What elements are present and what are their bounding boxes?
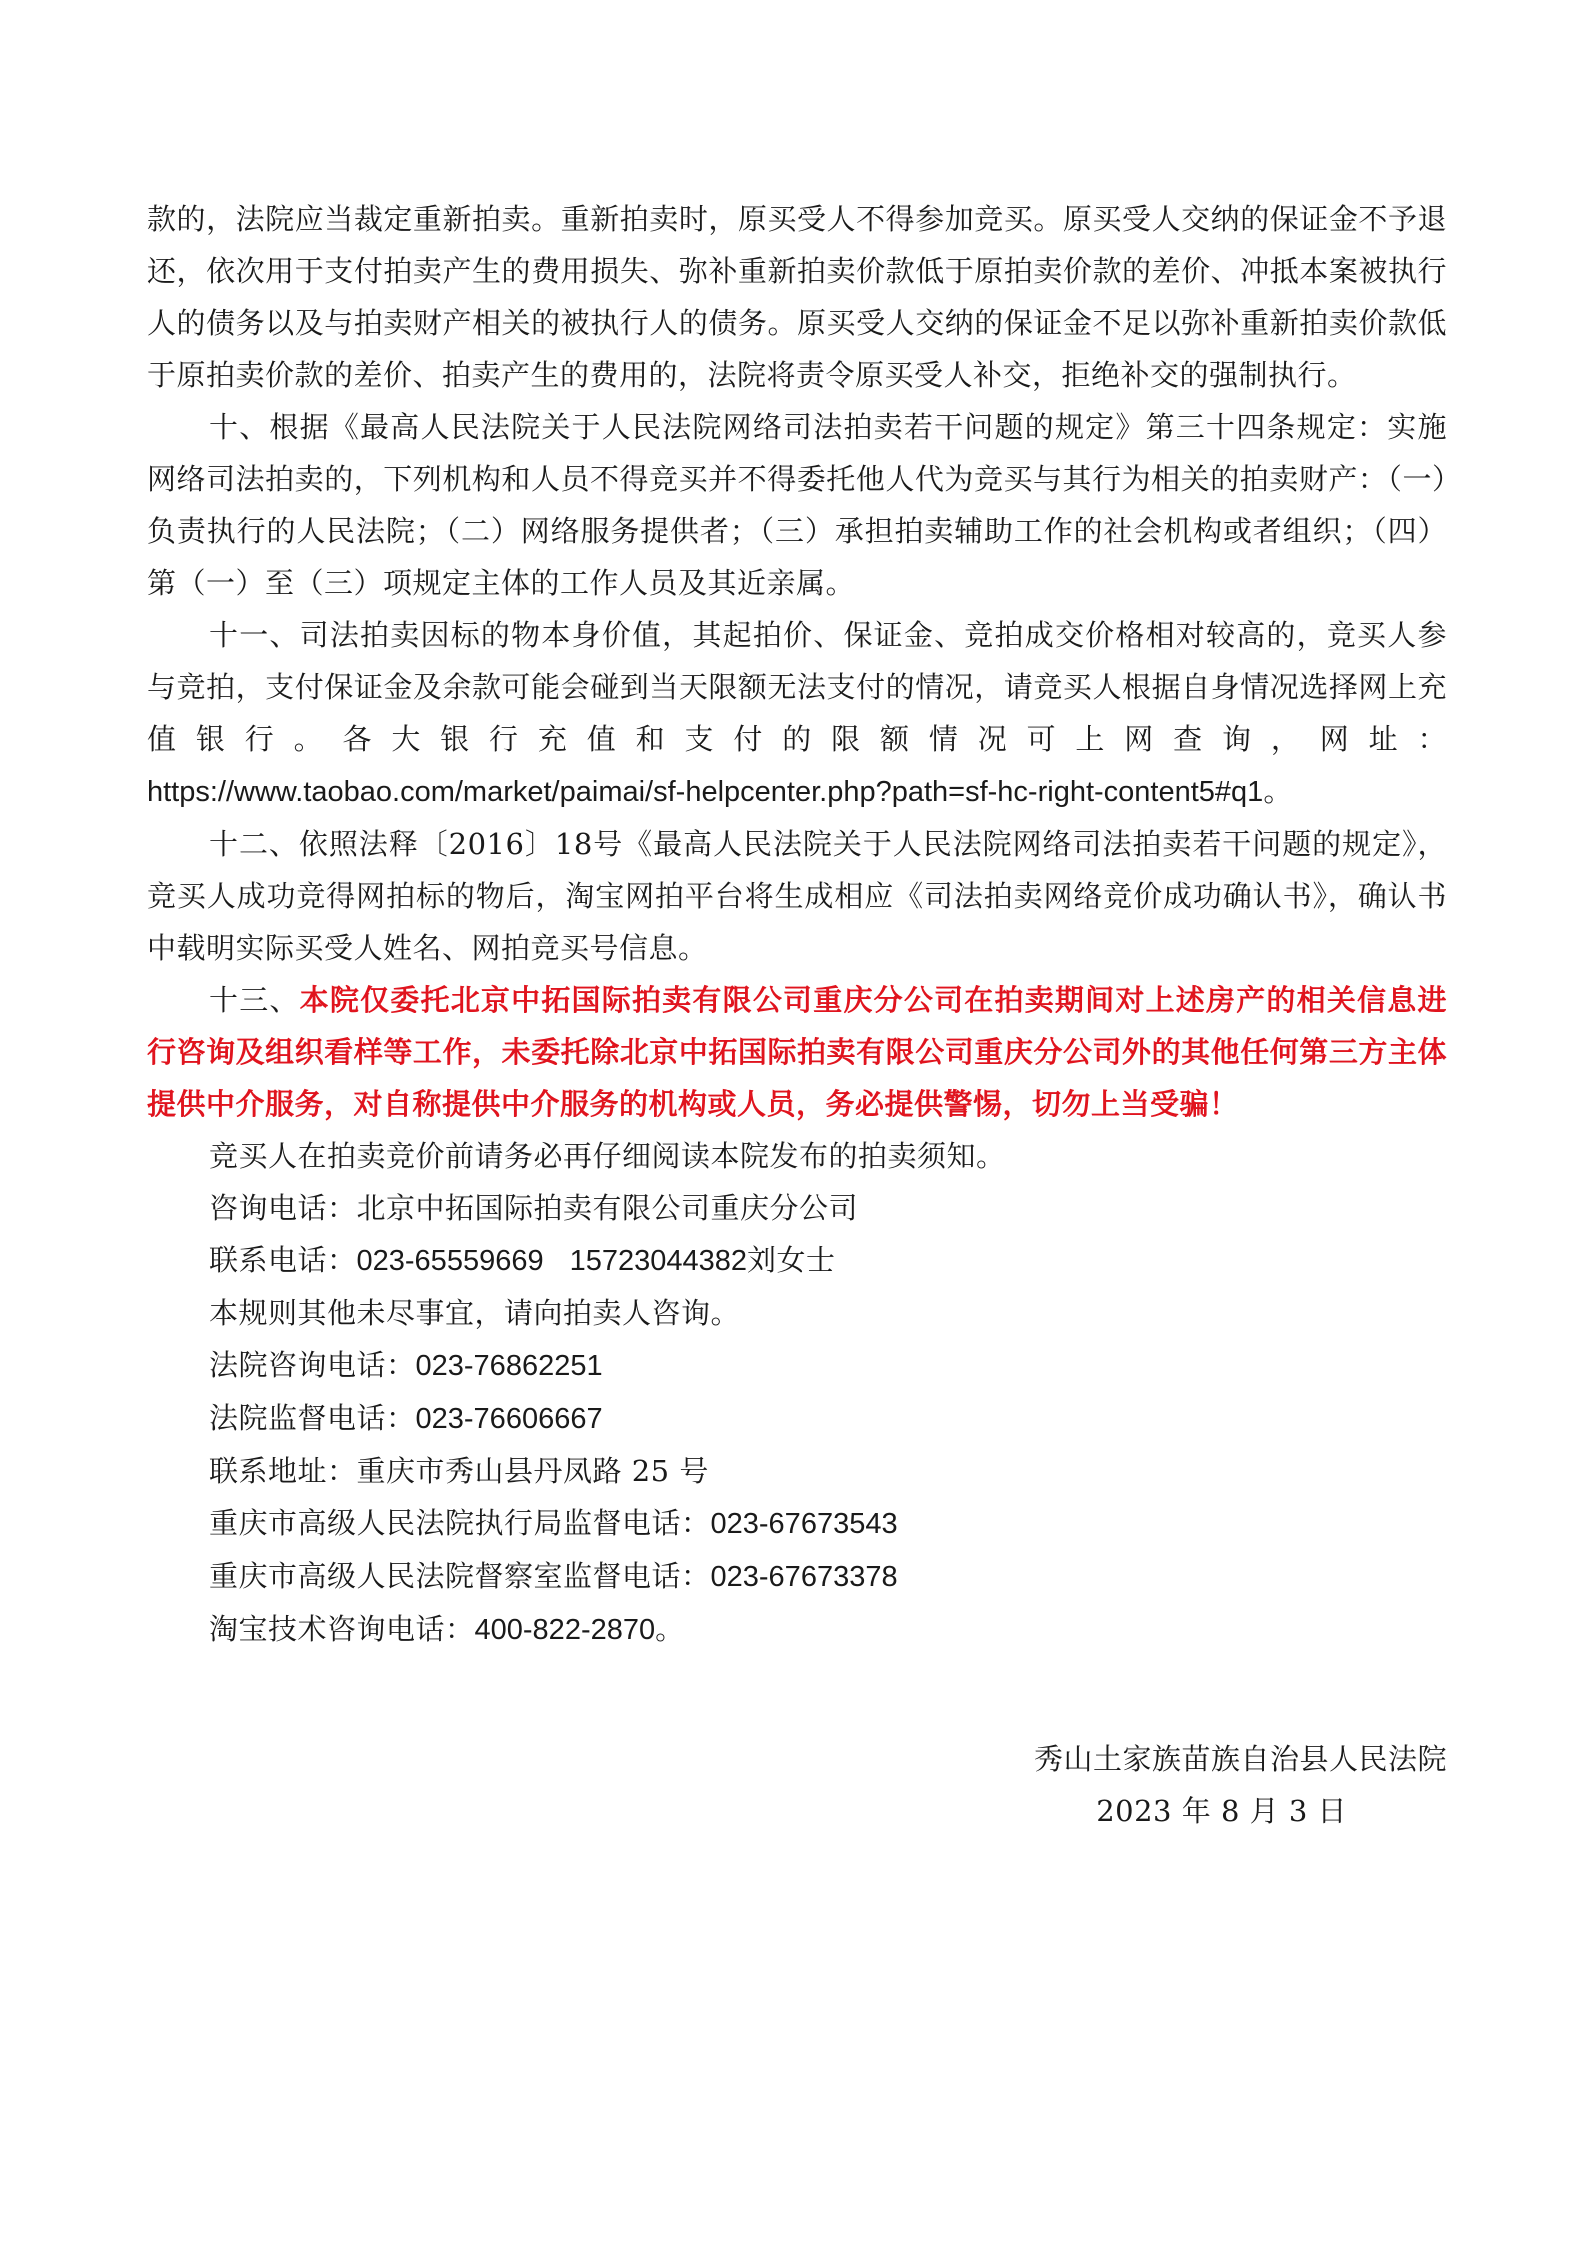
phone-number-2: 15723044382 xyxy=(569,1245,748,1277)
notice-line: 竞买人在拍卖竞价前请务必再仔细阅读本院发布的拍卖须知。 xyxy=(209,1139,1006,1173)
phone-label: 联系电话： xyxy=(209,1243,357,1277)
paragraph-item-13 xyxy=(147,974,1447,1130)
court-supervise-line xyxy=(147,1392,1447,1445)
taobao-end: 。 xyxy=(655,1612,685,1646)
high-court-inspect-line xyxy=(147,1550,1447,1603)
address-line xyxy=(147,1445,1447,1497)
high-court-exec-label: 重庆市高级人民法院执行局监督电话： xyxy=(209,1506,711,1540)
paragraph-item-11-text: 十一、司法拍卖因标的物本身价值，其起拍价、保证金、竞拍成交价格相对较高的，竞买人参与竞拍，支付保证金及余款可能会碰到当天限额无法支付的情况，请竞买人根据自身情况选择网上充值银行。各大银行充值和支付的限额情况可上网查询，网址： xyxy=(147,618,1447,756)
document-body xyxy=(147,193,1447,1656)
taobao-line xyxy=(147,1603,1447,1656)
signature-block xyxy=(847,1733,1447,1837)
paragraph-item-12: 十二、依照法释〔2016〕18号《最高人民法院关于人民法院网络司法拍卖若干问题的规定》，竞买人成功竞得网拍标的物后，淘宝网拍平台将生成相应《司法拍卖网络竞价成功确认书》，确认书中载明实际买受人姓名、网拍竞买号信息。 xyxy=(147,827,1447,965)
phone-number-1: 023-65559669 xyxy=(356,1245,544,1277)
high-court-exec-phone: 023-67673543 xyxy=(710,1508,898,1540)
high-court-exec-line xyxy=(147,1497,1447,1550)
paragraph-continuation: 款的，法院应当裁定重新拍卖。重新拍卖时，原买受人不得参加竞买。原买受人交纳的保证金不予退还，依次用于支付拍卖产生的费用损失、弥补重新拍卖价款低于原拍卖价款的差价、冲抵本案被执行人的债务以及与拍卖财产相关的被执行人的债务。原买受人交纳的保证金不足以弥补重新拍卖价款低于原拍卖价款的差价、拍卖产生的费用的，法院将责令原买受人补交，拒绝补交的强制执行。 xyxy=(147,202,1447,392)
paragraph-item-11-end: 。 xyxy=(1263,774,1293,808)
court-consult-label: 法院咨询电话： xyxy=(209,1348,416,1382)
address-label: 联系地址： xyxy=(209,1454,357,1488)
court-consult-line xyxy=(147,1339,1447,1392)
address-value: 重庆市秀山县丹凤路 25 号 xyxy=(356,1454,709,1488)
contact-person: 刘女士 xyxy=(747,1243,836,1277)
consult-value: 北京中拓国际拍卖有限公司重庆分公司 xyxy=(356,1191,859,1225)
taobao-label: 淘宝技术咨询电话： xyxy=(209,1612,475,1646)
court-supervise-label: 法院监督电话： xyxy=(209,1401,416,1435)
paragraph-item-11 xyxy=(147,609,1447,818)
high-court-inspect-phone: 023-67673378 xyxy=(710,1561,898,1593)
consult-label: 咨询电话： xyxy=(209,1191,357,1225)
help-center-url[interactable]: https://www.taobao.com/market/paimai/sf-helpcenter.php?path=sf-hc-right-content5#q1 xyxy=(147,776,1264,808)
court-consult-phone: 023-76862251 xyxy=(415,1350,603,1382)
taobao-phone: 400-822-2870 xyxy=(474,1614,656,1646)
paragraph-item-10: 十、根据《最高人民法院关于人民法院网络司法拍卖若干问题的规定》第三十四条规定：实施网络司法拍卖的，下列机构和人员不得竞买并不得委托他人代为竞买与其行为相关的拍卖财产：（一）负责执行的人民法院；（二）网络服务提供者；（三）承担拍卖辅助工作的社会机构或者组织；（四）第（一）至（三）项规定主体的工作人员及其近亲属。 xyxy=(147,410,1447,600)
phone-line xyxy=(147,1234,1447,1287)
court-supervise-phone: 023-76606667 xyxy=(415,1403,603,1435)
consult-line xyxy=(147,1182,1447,1234)
signature-date: 2023 年 8 月 3 日 xyxy=(1096,1794,1347,1828)
high-court-inspect-label: 重庆市高级人民法院督察室监督电话： xyxy=(209,1559,711,1593)
court-name: 秀山土家族苗族自治县人民法院 xyxy=(1033,1742,1447,1776)
fraud-warning-text: 本院仅委托北京中拓国际拍卖有限公司重庆分公司在拍卖期间对上述房产的相关信息进行咨询及组织看样等工作，未委托除北京中拓国际拍卖有限公司重庆分公司外的其他任何第三方主体提供中介服务，对自称提供中介服务的机构或人员，务必提供警惕，切勿上当受骗！ xyxy=(147,983,1447,1121)
other-matters-line: 本规则其他未尽事宜，请向拍卖人咨询。 xyxy=(209,1296,741,1330)
paragraph-item-13-prefix: 十三、 xyxy=(209,983,300,1017)
